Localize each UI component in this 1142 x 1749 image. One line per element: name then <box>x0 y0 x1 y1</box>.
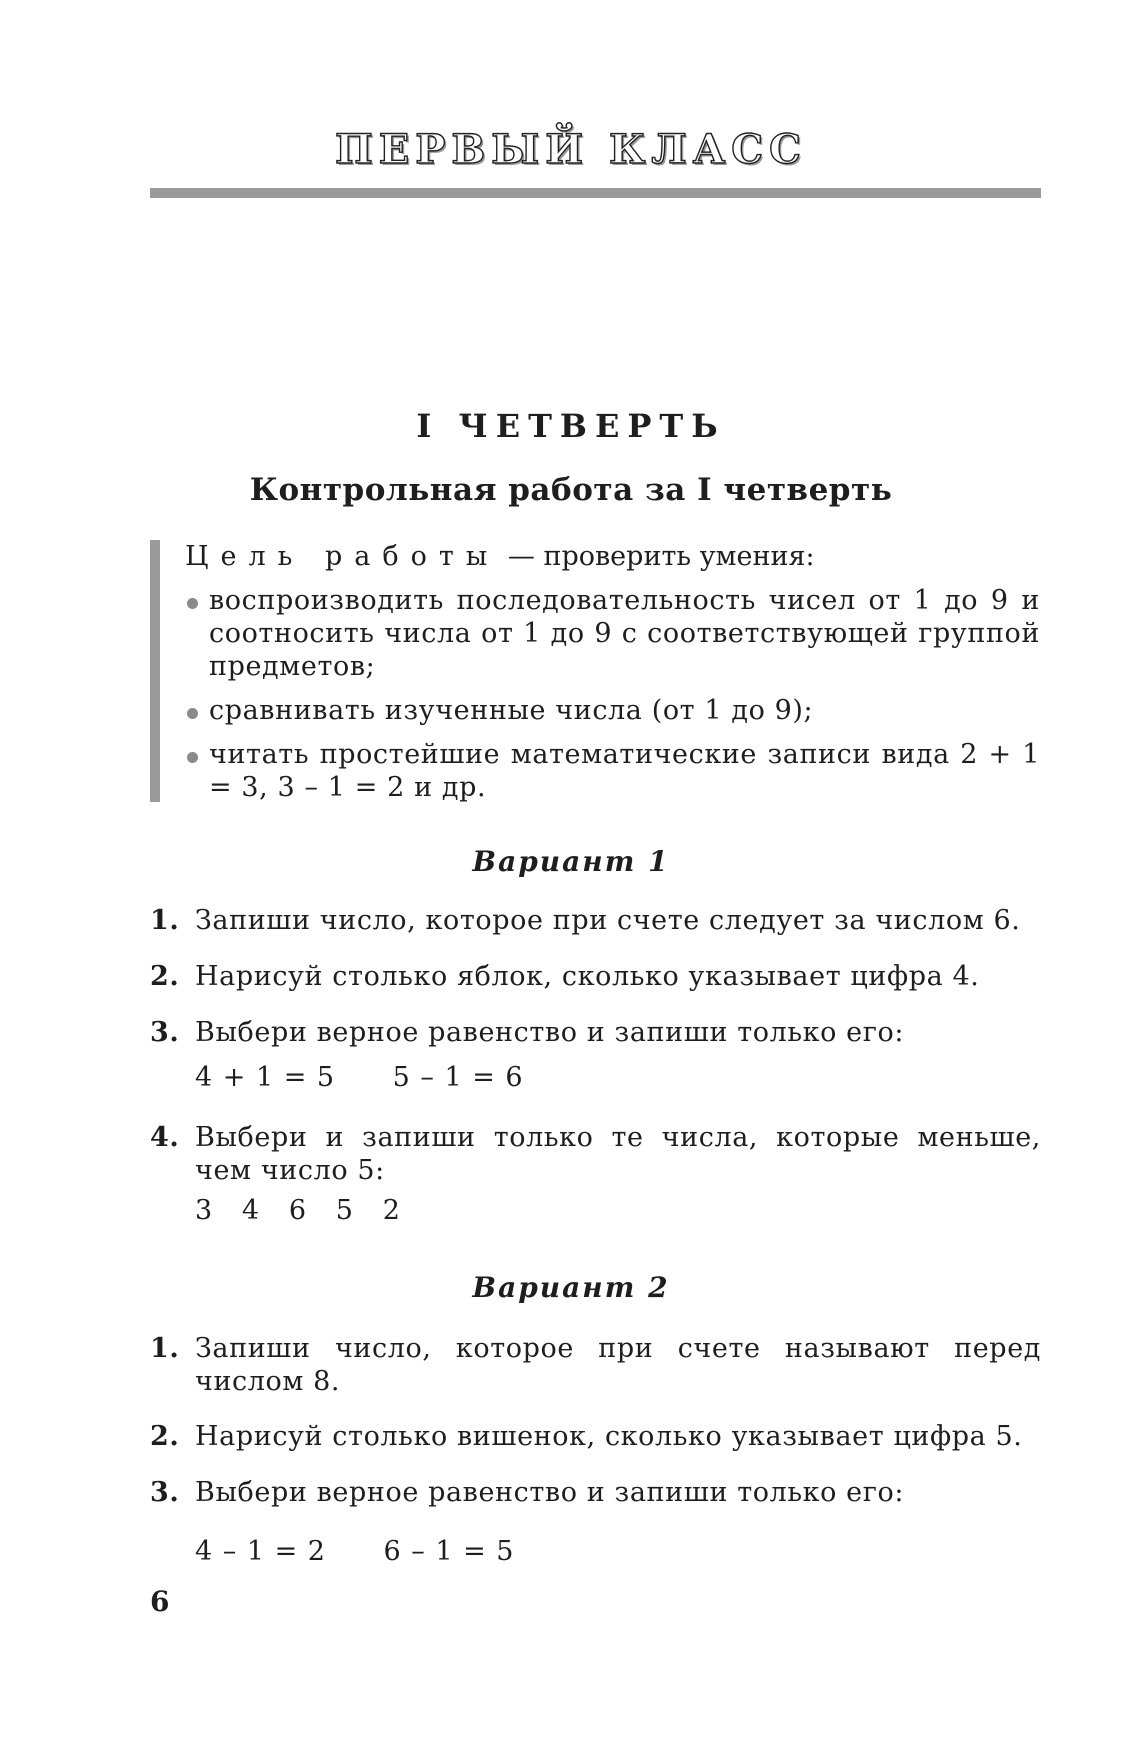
variant-1-title: Вариант 1 <box>472 845 670 878</box>
task-text: Запиши число, которое при счете следует за числом 6. <box>195 905 1021 936</box>
goal-sidebar-bar <box>150 540 160 802</box>
task-item <box>150 1121 1041 1187</box>
variant-2-title: Вариант 2 <box>472 1271 670 1304</box>
task-number: 1. <box>150 1333 180 1364</box>
task-number: 2. <box>150 1421 180 1452</box>
task-item <box>150 904 1041 937</box>
bullet-dot-icon <box>187 708 198 719</box>
task-number: 2. <box>150 961 180 992</box>
goal-label: Цель работы <box>185 541 500 572</box>
equation-options: 4 – 1 = 2 6 – 1 = 5 <box>195 1536 515 1567</box>
quarter-title: I ЧЕТВЕРТЬ <box>416 407 726 445</box>
bullet-dot-icon <box>187 598 198 609</box>
task-text: Нарисуй столько яблок, сколько указывает цифра 4. <box>195 961 980 992</box>
task-text: Выбери и запиши только те числа, которые меньше, чем число 5: <box>195 1122 1041 1186</box>
task-item <box>150 1332 1041 1398</box>
goal-lead: — проверить умения: <box>499 541 815 572</box>
task-text: Нарисуй столько вишенок, сколько указывает цифра 5. <box>195 1421 1023 1452</box>
goal-bullet-text: сравнивать изученные числа (от 1 до 9); <box>209 695 814 726</box>
goal-bullet-text: воспроизводить последовательность чисел от 1 до 9 и соотносить числа от 1 до 9 с соответствующей группой предметов; <box>209 585 1040 682</box>
title-divider <box>150 188 1041 198</box>
task-number: 1. <box>150 905 180 936</box>
task-item <box>150 1476 1041 1509</box>
number-options: 3 4 6 5 2 <box>195 1195 401 1226</box>
goal-bullet-text: читать простейшие математические записи вида 2 + 1 = 3, 3 – 1 = 2 и др. <box>209 739 1040 803</box>
task-item <box>150 1420 1041 1453</box>
task-text: Выбери верное равенство и запиши только его: <box>195 1017 905 1048</box>
goal-bullet-item <box>185 584 1040 683</box>
goal-content <box>185 540 1040 804</box>
page-number: 6 <box>150 1585 170 1618</box>
bullet-dot-icon <box>187 752 198 763</box>
goal-intro <box>185 540 1040 573</box>
task-item <box>150 960 1041 993</box>
task-number: 4. <box>150 1122 180 1153</box>
goal-bullet-item <box>185 694 1040 727</box>
goal-block <box>150 540 1041 802</box>
task-text: Выбери верное равенство и запиши только его: <box>195 1477 905 1508</box>
task-number: 3. <box>150 1017 180 1048</box>
equation-options: 4 + 1 = 5 5 – 1 = 6 <box>195 1062 524 1093</box>
task-item <box>150 1016 1041 1049</box>
goal-bullet-item <box>185 738 1040 804</box>
task-text: Запиши число, которое при счете называют перед числом 8. <box>195 1333 1041 1397</box>
test-title: Контрольная работа за I четверть <box>249 472 893 508</box>
task-number: 3. <box>150 1477 180 1508</box>
class-title: ПЕРВЫЙ КЛАСС <box>335 126 807 173</box>
